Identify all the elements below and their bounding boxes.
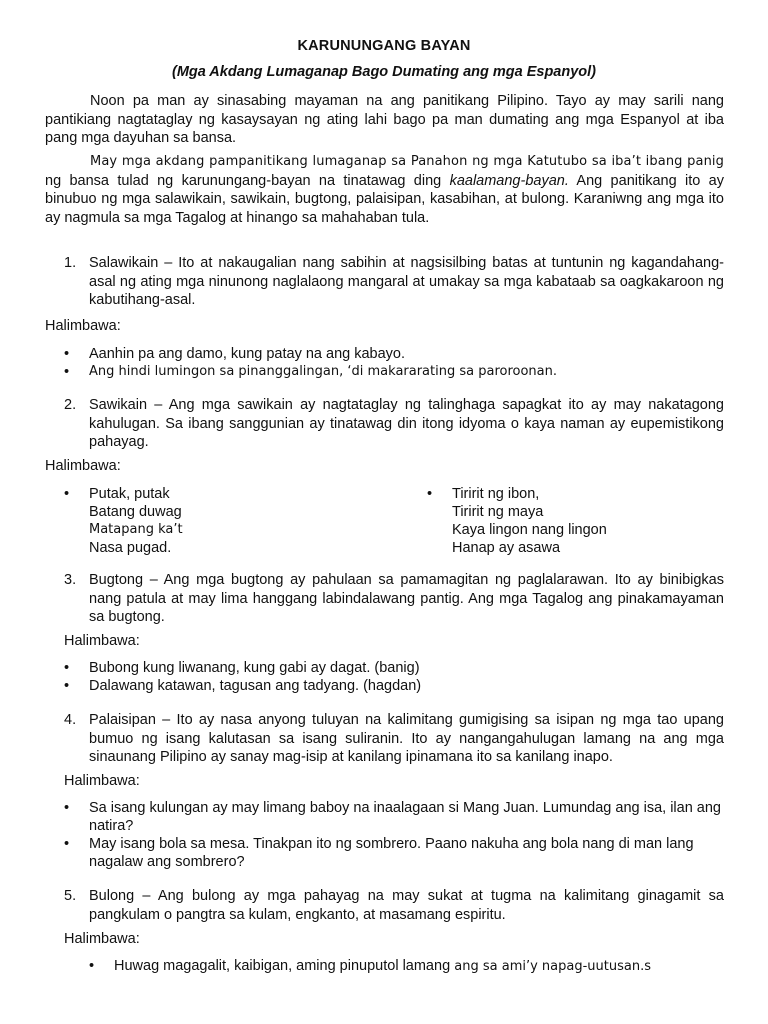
example-bullet: [64, 677, 724, 695]
stanza-line: Nasa pugad.: [89, 540, 172, 556]
example-text-part: ang sa ami’y napag-uutusan.s: [450, 959, 651, 974]
example-bullet: [89, 957, 729, 976]
example-bullet: [64, 363, 724, 381]
stanza-line: Hanap ay asawa: [452, 540, 561, 556]
bullet-dot: •: [64, 486, 70, 502]
bullet-dot: •: [89, 958, 95, 974]
example-bullet: [64, 799, 724, 835]
intro-paragraph-2-first-line: May mga akdang pampanitikang lumaganap sa Panahon ng mga Katutubo sa iba’t ibang panig: [90, 154, 724, 169]
stanza-line: Putak, putak: [89, 486, 170, 502]
item-text: Bulong – Ang bulong ay mga pahayag na may sukat at tugma na kalimitang ginagamit sa pangkulam o pangtra sa kulam, engkanto, at masamang espiritu.: [89, 888, 724, 923]
item-number: 1.: [64, 255, 77, 271]
page-subtitle: (Mga Akdang Lumaganap Bago Dumating ang mga Espanyol): [171, 64, 597, 80]
intro-paragraph-2: [45, 152, 724, 227]
item-number: 2.: [64, 397, 77, 413]
example-text: May isang bola sa mesa. Tinakpan ito ng sombrero. Paano nakuha ang bola nang di man lang nagalaw ang sombrero?: [89, 836, 694, 870]
bullet-dot: •: [64, 660, 70, 676]
example-stanza-left: [64, 485, 394, 557]
list-item-palaisipan: [64, 711, 724, 767]
item-number: 4.: [64, 712, 77, 728]
intro-paragraph-1-text: Noon pa man ay sinasabing mayaman na ang panitikang Pilipino. Tayo ay may sarili nang pantikiang nagtataglay ng kasaysayan ng ating lahi bago pa man dumating ang mga Espanyol at iba pang mga dayuhan sa bansa.: [45, 93, 724, 146]
list-item-salawikain: [64, 254, 724, 310]
example-label: Halimbawa:: [64, 633, 140, 649]
example-text: [114, 957, 729, 976]
example-bullet: [64, 835, 724, 871]
example-stanza-right: [427, 485, 727, 557]
list-item-bugtong: [64, 571, 724, 627]
example-label: Halimbawa:: [45, 458, 121, 474]
page-title: KARUNUNGANG BAYAN: [297, 38, 471, 54]
example-text: Dalawang katawan, tagusan ang tadyang. (hagdan): [89, 678, 422, 694]
item-number: 5.: [64, 888, 77, 904]
item-text: Bugtong – Ang mga bugtong ay pahulaan sa pamamagitan ng paglalarawan. Ito ay binibigkas nang patula at may lima hanggang labindalawang pantig. Ang mga Tagalog ang pinakamayaman sa bugtong.: [89, 572, 724, 625]
example-text-part: Huwag magagalit, kaibigan, aming pinuputol lamang: [114, 958, 451, 974]
example-text: Sa isang kulungan ay may limang baboy na inaalagaan si Mang Juan. Lumundag ang isa, ilan ang natira?: [89, 800, 721, 834]
example-bullet: [64, 659, 724, 677]
bullet-dot: •: [427, 486, 433, 502]
example-text: Ang hindi lumingon sa pinanggalingan, ‘di makararating sa paroroonan.: [89, 364, 558, 379]
item-text: Palaisipan – Ito ay nasa anyong tuluyan na kalimitang gumigising sa isipan ng mga tao upang bumuo ng isang kalutasan sa isang suliranin. Ito ay nangangahulugan lamang na ang mga sinaunang Pilipino ay sanay mag-isip at kanilang ipinamana ito sa kanilang inapo.: [89, 712, 724, 765]
stanza-line: Batang duwag: [89, 504, 182, 520]
example-text: Aanhin pa ang damo, kung patay na ang kabayo.: [89, 346, 406, 362]
intro-paragraph-2-mid: ng bansa tulad ng karunungang-bayan na tinatawag ding: [45, 172, 450, 189]
intro-paragraph-2-rest: Ang panitikang ito ay binubuo ng mga salawikain, sawikain, bugtong, palaisipan, kasabihan, at bulong. Karaniwng ang mga ito ay nagmula sa mga Tagalog at hinango sa mahahaban tula.: [45, 172, 724, 226]
stanza-line: Tiririt ng maya: [452, 504, 544, 520]
intro-paragraph-2-emphasis: kaalamang-bayan.: [449, 172, 569, 189]
example-text: Bubong kung liwanang, kung gabi ay dagat. (banig): [89, 660, 420, 676]
example-label: Halimbawa:: [64, 931, 140, 947]
example-label: Halimbawa:: [45, 318, 121, 334]
bullet-dot: •: [64, 836, 70, 852]
bullet-dot: •: [64, 346, 70, 362]
item-number: 3.: [64, 572, 77, 588]
bullet-dot: •: [64, 800, 70, 816]
example-bullet: [64, 345, 724, 363]
list-item-sawikain: [64, 396, 724, 452]
stanza-line: Kaya lingon nang lingon: [452, 522, 607, 538]
bullet-dot: •: [64, 364, 70, 380]
example-label: Halimbawa:: [64, 773, 140, 789]
item-text: Salawikain – Ito at nakaugalian nang sabihin at nagsisilbing batas at tuntunin ng kagandahang-asal ng ating mga ninunong naglalaong mangaral at umakay sa mga kabataab sa oagkakaroon ng kabutihang-asal.: [89, 255, 724, 308]
bullet-dot: •: [64, 678, 70, 694]
stanza-line: Tiririt ng ibon,: [452, 486, 540, 502]
stanza-line: Matapang ka’t: [89, 522, 183, 537]
list-item-bulong: [64, 887, 724, 924]
intro-paragraph-1: [45, 92, 724, 148]
item-text: Sawikain – Ang mga sawikain ay nagtataglay ng talinghaga sapagkat ito ay may nakatagong kahulugan. Sa ibang sanggunian ay tinatawag din itong idyoma o kaya naman ay eupemistikong pahayag.: [89, 397, 724, 450]
